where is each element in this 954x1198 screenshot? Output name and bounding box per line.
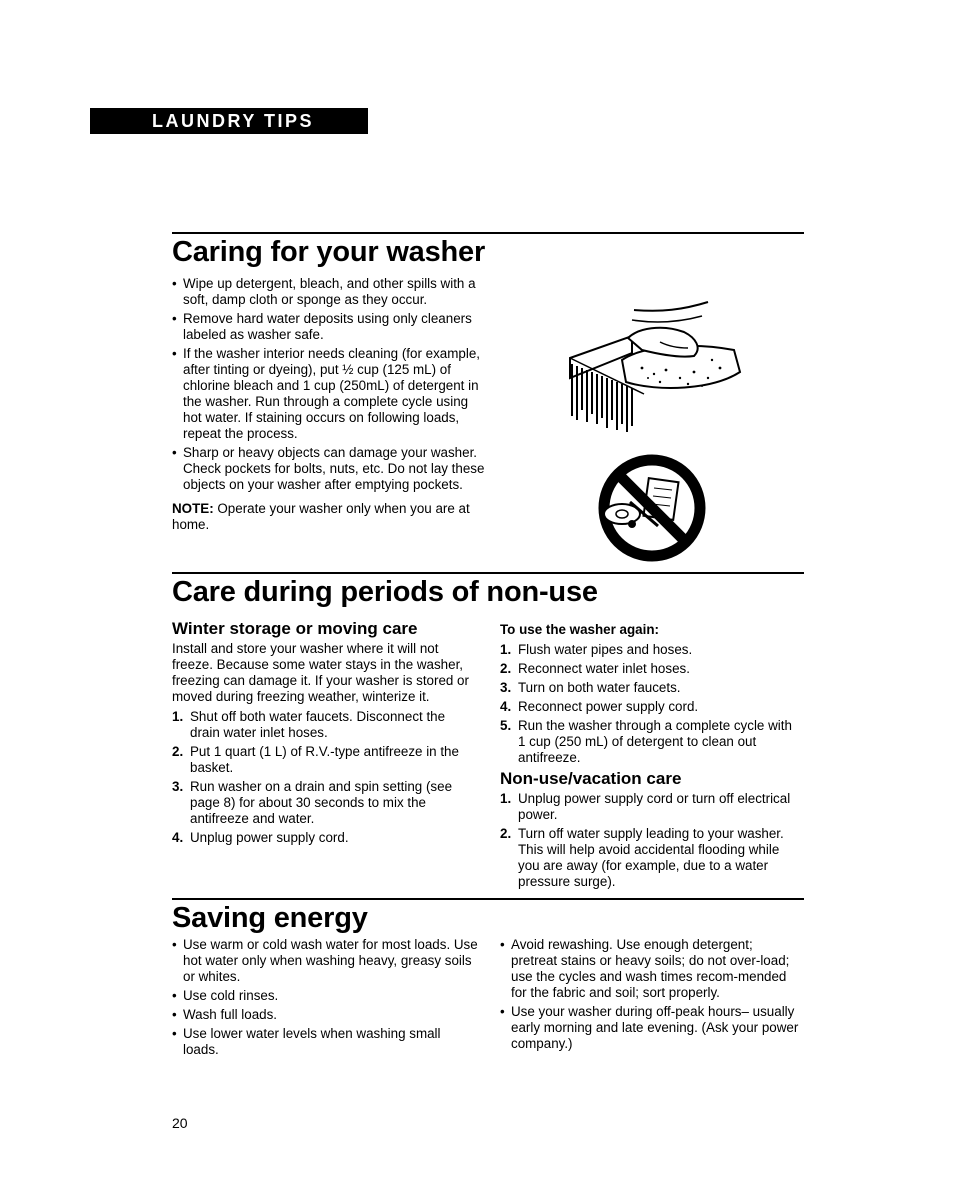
caring-bullet-list (172, 276, 490, 493)
energy-tip: • Wash full loads. (172, 1007, 478, 1023)
energy-left-list (172, 937, 478, 1058)
energy-right-column (500, 937, 802, 1055)
note-text: Operate your washer only when you are at home. (172, 501, 470, 532)
note-label: NOTE: (172, 501, 214, 516)
energy-tip: • Use lower water levels when washing small loads. (172, 1026, 478, 1058)
winter-step: 4. Unplug power supply cord. (172, 830, 349, 845)
caring-bullet: • Remove hard water deposits using only cleaners labeled as washer safe. (172, 311, 490, 343)
section-rule-nonuse (172, 572, 804, 574)
caring-title: Caring for your washer (172, 236, 486, 268)
winter-step: 1. Shut off both water faucets. Disconnect the drain water inlet hoses. (172, 709, 446, 740)
reuse-step: 1. Flush water pipes and hoses. (500, 642, 693, 657)
vacation-title: Non-use/vacation care (500, 769, 682, 788)
nonuse-title: Care during periods of non-use (172, 576, 598, 608)
vacation-steps (500, 791, 800, 890)
caring-note (172, 501, 490, 533)
section-banner: LAUNDRY TIPS (90, 108, 368, 134)
section-rule-caring (172, 232, 804, 234)
energy-title: Saving energy (172, 902, 368, 934)
winter-step: 3. Run washer on a drain and spin setting (see page 8) for about 30 seconds to mix the antifreeze and water. (172, 779, 453, 826)
winter-column (172, 641, 478, 849)
vacation-step: 2. Turn off water supply leading to your washer. This will help avoid accidental flooding while you are away (for example, due to a water pressure surge). (500, 826, 784, 889)
winter-intro: Install and store your washer where it will not freeze. Because some water stays in the washer, freezing can damage it. If your washer is stored or moved during freezing weather, winterize it. (172, 641, 469, 704)
reuse-step: 3. Turn on both water faucets. (500, 680, 681, 695)
energy-tip: • Use warm or cold wash water for most loads. Use hot water only when washing heavy, greasy soils or whites. (172, 937, 478, 985)
reuse-step: 2. Reconnect water inlet hoses. (500, 661, 690, 676)
energy-tip: • Use your washer during off-peak hours– usually early morning and late evening. (Ask your power company.) (500, 1004, 802, 1052)
caring-column (172, 276, 490, 537)
energy-left-column (172, 937, 478, 1061)
caring-bullet: • Wipe up detergent, bleach, and other spills with a soft, damp cloth or sponge as they occur. (172, 276, 490, 308)
caring-bullet: • Sharp or heavy objects can damage your washer. Check pockets for bolts, nuts, etc. Do not lay these objects on your washer after emptying pockets. (172, 445, 490, 493)
winter-step: 2. Put 1 quart (1 L) of R.V.-type antifreeze in the basket. (172, 744, 459, 775)
energy-tip: • Use cold rinses. (172, 988, 478, 1004)
section-rule-energy (172, 898, 804, 900)
vacation-step: 1. Unplug power supply cord or turn off electrical power. (500, 791, 791, 822)
sponge-wiping-icon (562, 298, 748, 438)
energy-right-list (500, 937, 802, 1052)
reuse-steps (500, 642, 800, 766)
caring-bullet: • If the washer interior needs cleaning (for example, after tinting or dyeing), put ½ cup (125 mL) of chlorine bleach and 1 cup (250mL) of detergent in the washer. Run through a complete cycle using hot water. If staining occurs on following loads, repeat the process. (172, 346, 490, 442)
no-sharp-objects-icon (586, 452, 710, 564)
page-number: 20 (172, 1115, 188, 1131)
winter-title: Winter storage or moving care (172, 619, 418, 638)
reuse-step: 5. Run the washer through a complete cycle with 1 cup (250 mL) of detergent to clean out antifreeze. (500, 718, 792, 765)
vacation-column (500, 791, 800, 893)
winter-steps (172, 709, 478, 846)
reuse-column (500, 622, 800, 769)
energy-tip: • Avoid rewashing. Use enough detergent; pretreat stains or heavy soils; do not over-load; use the cycles and wash times recom-mended for the fabric and soil; sort properly. (500, 937, 802, 1001)
reuse-step: 4. Reconnect power supply cord. (500, 699, 699, 714)
reuse-title: To use the washer again: (500, 622, 659, 637)
